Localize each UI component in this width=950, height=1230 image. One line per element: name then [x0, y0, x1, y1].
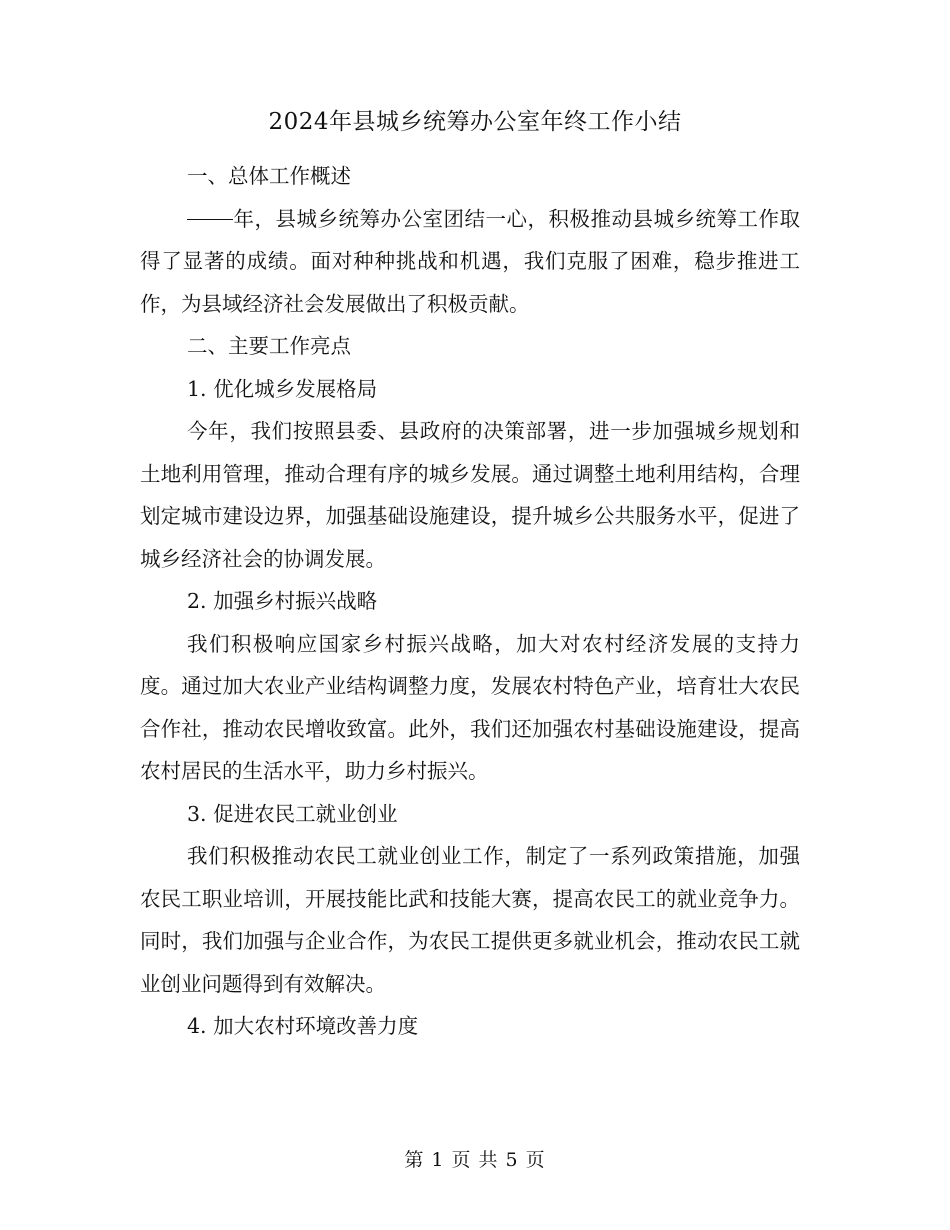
item-heading-1: 1. 优化城乡发展格局: [187, 376, 378, 401]
item-heading-4: 4. 加大农村环境改善力度: [187, 1014, 419, 1038]
page-number-footer: 第 1 页 共 5 页: [404, 1149, 546, 1171]
section-heading-overview: 一、总体工作概述: [187, 164, 351, 188]
paragraph-item-3: 我们积极推动农民工就业创业工作，制定了一系列政策措施，加强农民工职业培训，开展技能比武和技能大赛，提高农民工的就业竞争力。同时，我们加强与企业合作，为农民工提供更多就业机会，推动农民工就业创业问题得到有效解决。: [140, 844, 800, 996]
section-heading-highlights: 二、主要工作亮点: [187, 334, 351, 358]
document-body: [140, 155, 800, 1048]
item-heading-2: 2. 加强乡村振兴战略: [187, 589, 378, 613]
fill-in-blank: [187, 218, 233, 220]
document-title: 2024年县城乡统筹办公室年终工作小结: [268, 109, 682, 135]
paragraph-overview-text: 年，县城乡统筹办公室团结一心，积极推动县城乡统筹工作取得了显著的成绩。面对种种挑战和机遇，我们克服了困难，稳步推进工作，为县域经济社会发展做出了积极贡献。: [140, 206, 800, 316]
paragraph-item-1: 今年，我们按照县委、县政府的决策部署，进一步加强城乡规划和土地利用管理，推动合理有序的城乡发展。通过调整土地利用结构，合理划定城市建设边界，加强基础设施建设，提升城乡公共服务水平，促进了城乡经济社会的协调发展。: [140, 419, 800, 571]
paragraph-overview: [140, 198, 800, 326]
paragraph-item-2: 我们积极响应国家乡村振兴战略，加大对农村经济发展的支持力度。通过加大农业产业结构调整力度，发展农村特色产业，培育壮大农民合作社，推动农民增收致富。此外，我们还加强农村基础设施建设，提高农村居民的生活水平，助力乡村振兴。: [140, 631, 800, 783]
item-heading-3: 3. 促进农民工就业创业: [187, 801, 398, 826]
